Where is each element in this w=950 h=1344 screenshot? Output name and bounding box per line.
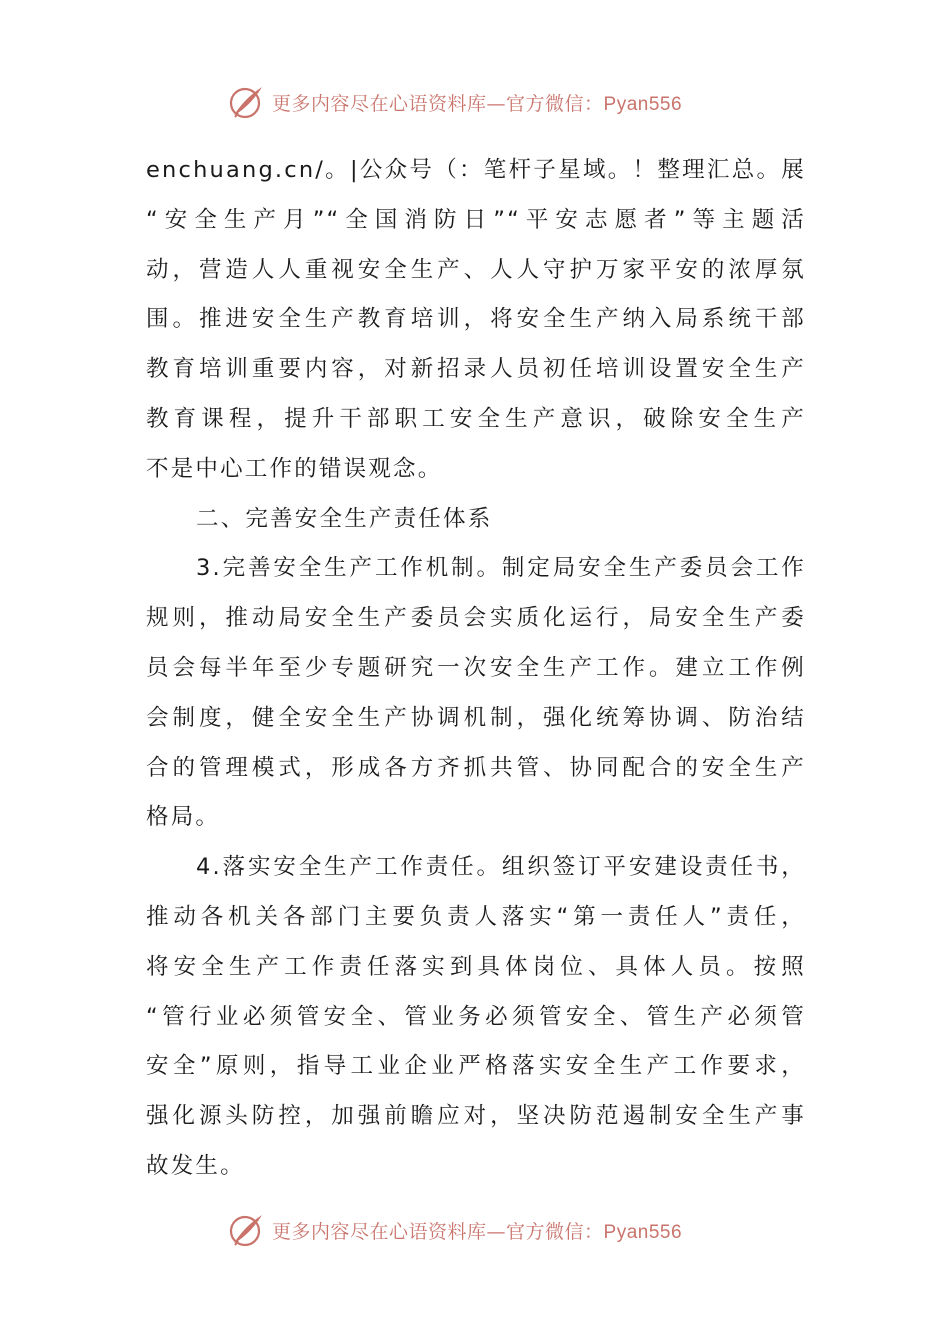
body-line: 安全”原则，指导工业企业严格落实安全生产工作要求，: [146, 1053, 806, 1080]
body-line: 会制度，健全安全生产协调机制，强化统筹协调、防治结: [146, 704, 806, 731]
watermark-banner-bottom: [226, 1210, 746, 1250]
body-line: 3.完善安全生产工作机制。制定局安全生产委员会工作: [196, 555, 806, 582]
watermark-banner-top: [226, 82, 746, 122]
body-line: 规则，推动局安全生产委员会实质化运行，局安全生产委: [146, 605, 806, 632]
body-line: 格局。: [146, 804, 221, 831]
quill-pen-logo-icon: [226, 82, 266, 122]
watermark-text-cn: 更多内容尽在心语资料库—官方微信：: [272, 1220, 604, 1243]
quill-pen-logo-icon: [226, 1210, 266, 1250]
body-line: 4.落实安全生产工作责任。组织签订平安建设责任书，: [196, 854, 806, 881]
body-line: 强化源头防控，加强前瞻应对，坚决防范遏制安全生产事: [146, 1103, 806, 1130]
body-line: “管行业必须管安全、管业务必须管安全、管生产必须管: [146, 1003, 806, 1030]
body-line: 将安全生产工作责任落实到具体岗位、具体人员。按照: [146, 953, 806, 980]
body-line: 员会每半年至少专题研究一次安全生产工作。建立工作例: [146, 654, 806, 681]
body-line: 动，营造人人重视安全生产、人人守护万家平安的浓厚氛: [146, 256, 806, 283]
body-line: enchuang.cn/。|公众号（：笔杆子星域。！整理汇总。展: [146, 157, 806, 183]
body-line: 教育培训重要内容，对新招录人员初任培训设置安全生产: [146, 356, 806, 383]
watermark-text: [272, 89, 682, 116]
body-line: 故发生。: [146, 1152, 245, 1179]
body-line: “安全生产月”“全国消防日”“平安志愿者”等主题活: [146, 206, 806, 233]
section-heading: 二、完善安全生产责任体系: [196, 505, 493, 532]
watermark-text: [272, 1217, 682, 1244]
body-line: 推动各机关各部门主要负责人落实“第一责任人”责任，: [146, 903, 806, 930]
body-line: 围。推进安全生产教育培训，将安全生产纳入局系统干部: [146, 306, 806, 333]
body-line: 合的管理模式，形成各方齐抓共管、协同配合的安全生产: [146, 754, 806, 781]
watermark-text-cn: 更多内容尽在心语资料库—官方微信：: [272, 92, 604, 115]
body-text: [146, 146, 806, 1192]
body-line: 不是中心工作的错误观念。: [146, 455, 443, 482]
watermark-wechat-id: Pyan556: [603, 93, 683, 115]
body-line: 教育课程，提升干部职工安全生产意识，破除安全生产: [146, 405, 806, 432]
watermark-wechat-id: Pyan556: [603, 1221, 683, 1243]
